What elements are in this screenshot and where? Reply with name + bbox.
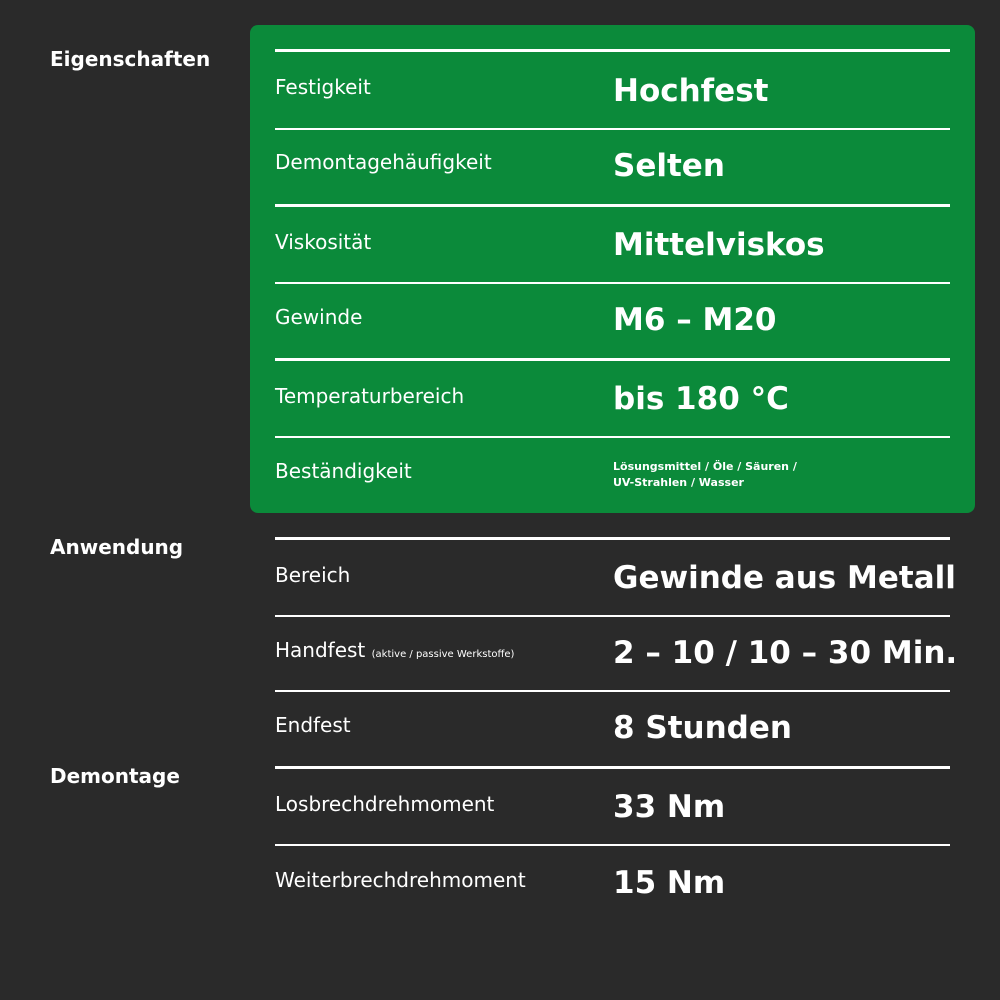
row-value-handfest: 2 – 10 / 10 – 30 Min. [613,635,958,671]
row-value-endfest: 8 Stunden [613,710,792,746]
row-label-handfest-note: (aktive / passive Werkstoffe) [371,649,515,660]
row-label-weiterbrechdrehmoment: Weiterbrechdrehmoment [275,868,526,892]
row-value-demontagehaeufigkeit: Selten [613,148,725,184]
row-label-bereich: Bereich [275,563,351,587]
row-label-gewinde: Gewinde [275,305,363,329]
divider [275,282,950,284]
row-value-temperaturbereich: bis 180 °C [613,381,789,417]
section-label-anwendung: Anwendung [50,535,184,559]
row-label-demontagehaeufigkeit: Demontagehäufigkeit [275,150,492,174]
row-label-endfest: Endfest [275,713,351,737]
divider [275,358,950,361]
divider [275,844,950,846]
row-label-handfest [275,638,514,662]
divider [275,436,950,438]
row-label-losbrechdrehmoment: Losbrechdrehmoment [275,792,495,816]
divider [275,537,950,540]
row-label-festigkeit: Festigkeit [275,75,371,99]
divider [275,615,950,617]
divider [275,766,950,769]
section-label-demontage: Demontage [50,764,180,788]
section-label-eigenschaften: Eigenschaften [50,47,211,71]
divider [275,49,950,52]
row-label-viskositaet: Viskosität [275,230,372,254]
row-value-gewinde: M6 – M20 [613,302,777,338]
divider [275,204,950,207]
divider [275,128,950,130]
row-value-festigkeit: Hochfest [613,73,769,109]
row-value-bestaendigkeit-line1: Lösungsmittel / Öle / Säuren / [613,460,797,473]
row-label-bestaendigkeit: Beständigkeit [275,459,412,483]
row-value-viskositaet: Mittelviskos [613,227,825,263]
row-value-bestaendigkeit-line2: UV-Strahlen / Wasser [613,476,744,489]
row-value-weiterbrechdrehmoment: 15 Nm [613,865,726,901]
row-value-bereich: Gewinde aus Metall [613,560,956,596]
row-label-temperaturbereich: Temperaturbereich [275,384,465,408]
row-label-handfest-text: Handfest [275,638,366,662]
divider [275,690,950,692]
row-value-bestaendigkeit [613,459,813,491]
row-value-losbrechdrehmoment: 33 Nm [613,789,726,825]
